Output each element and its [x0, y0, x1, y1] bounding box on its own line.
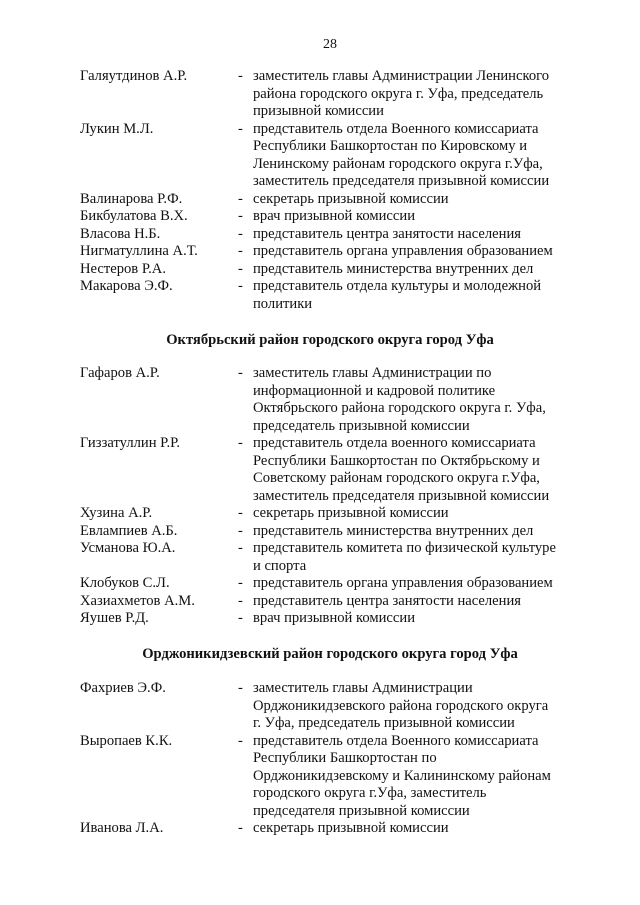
dash-separator: -	[238, 610, 243, 626]
list-item	[80, 593, 580, 611]
member-name: Хузина А.Р.	[80, 505, 153, 521]
member-name: Клобуков С.Л.	[80, 575, 170, 591]
dash-separator: -	[238, 732, 243, 749]
member-name: Выропаев К.К.	[80, 732, 173, 749]
section-title-oktyabrsky: Октябрьский район городского округа город Уфа	[166, 332, 494, 348]
member-role: представитель центра занятости населения	[253, 225, 521, 242]
dash-separator: -	[238, 278, 243, 294]
member-role: врач призывной комиссии	[253, 610, 415, 626]
list-item	[80, 243, 580, 261]
dash-separator: -	[238, 260, 243, 277]
member-role: представитель органа управления образованием	[253, 243, 553, 259]
member-name: Валинарова Р.Ф.	[80, 190, 183, 207]
dash-separator: -	[238, 190, 243, 207]
dash-separator: -	[238, 225, 243, 242]
member-role: представитель министерства внутренних дел	[253, 260, 534, 277]
section-title-ordzhonikidzevsky: Орджоникидзевский район городского округа город Уфа	[142, 646, 518, 662]
member-role: заместитель главы Администрации Орджоникидзевского района городского округа г. Уфа, председатель призывной комиссии	[253, 680, 549, 731]
member-name: Фахриев Э.Ф.	[80, 680, 166, 696]
member-name: Усманова Ю.А.	[80, 540, 176, 556]
member-role: секретарь призывной комиссии	[253, 505, 449, 521]
list-item	[80, 68, 580, 121]
member-name: Лукин М.Л.	[80, 120, 154, 137]
member-role: врач призывной комиссии	[253, 208, 415, 224]
dash-separator: -	[238, 820, 243, 836]
member-list-leninsky	[80, 68, 580, 313]
member-name: Хазиахметов А.М.	[80, 592, 195, 609]
member-role: представитель органа управления образованием	[253, 575, 553, 591]
member-name: Бикбулатова В.Х.	[80, 208, 188, 224]
list-item	[80, 523, 580, 541]
page-number: 28	[323, 37, 337, 52]
member-role: представитель комитета по физической культуре и спорта	[253, 540, 556, 574]
list-item	[80, 208, 580, 226]
dash-separator: -	[238, 208, 243, 224]
member-role: секретарь призывной комиссии	[253, 190, 449, 207]
dash-separator: -	[238, 575, 243, 591]
list-item	[80, 540, 580, 575]
member-list-ordzhonikidzevsky	[80, 680, 580, 838]
member-role: заместитель главы Администрации по информационной и кадровой политике Октябрьского района городского округа г. Уфа, председатель призывной комиссии	[253, 365, 546, 434]
list-item	[80, 820, 580, 838]
dash-separator: -	[238, 522, 243, 539]
member-role: заместитель главы Администрации Ленинского района городского округа г. Уфа, председатель призывной комиссии	[253, 68, 550, 119]
list-item	[80, 505, 580, 523]
member-list-oktyabrsky	[80, 365, 580, 628]
member-name: Гиззатуллин Р.Р.	[80, 435, 181, 451]
dash-separator: -	[238, 592, 243, 609]
member-name: Иванова Л.А.	[80, 820, 164, 836]
member-role: представитель министерства внутренних дел	[253, 522, 534, 539]
list-item	[80, 680, 580, 733]
member-name: Яушев Р.Д.	[80, 610, 149, 626]
member-name: Власова Н.Б.	[80, 225, 161, 242]
list-item	[80, 278, 580, 313]
member-role: представитель отдела военного комиссариата Республики Башкортостан по Октябрьскому и Советскому районам городского округа г.Уфа, заместитель председателя призывной комиссии	[253, 435, 550, 504]
member-name: Нестеров Р.А.	[80, 260, 166, 277]
list-item	[80, 435, 580, 505]
member-name: Гафаров А.Р.	[80, 365, 160, 381]
list-item	[80, 226, 580, 244]
list-item	[80, 261, 580, 279]
dash-separator: -	[238, 680, 243, 696]
member-role: представитель отдела Военного комиссариата Республики Башкортостан по Орджоникидзевскому и Калининскому районам городского округа г.Уфа, заместитель председателя призывной комиссии	[253, 732, 551, 819]
member-name: Евлампиев А.Б.	[80, 522, 178, 539]
list-item	[80, 365, 580, 435]
list-item	[80, 191, 580, 209]
dash-separator: -	[238, 435, 243, 451]
list-item	[80, 121, 580, 191]
member-name: Галяутдинов А.Р.	[80, 68, 188, 84]
member-role: секретарь призывной комиссии	[253, 820, 449, 836]
dash-separator: -	[238, 68, 243, 84]
member-role: представитель отдела культуры и молодежной политики	[253, 278, 542, 312]
member-role: представитель центра занятости населения	[253, 592, 521, 609]
dash-separator: -	[238, 120, 243, 137]
dash-separator: -	[238, 243, 243, 259]
member-name: Нигматуллина А.Т.	[80, 243, 198, 259]
dash-separator: -	[238, 540, 243, 556]
list-item	[80, 610, 580, 628]
list-item	[80, 733, 580, 821]
dash-separator: -	[238, 505, 243, 521]
member-name: Макарова Э.Ф.	[80, 278, 173, 294]
list-item	[80, 575, 580, 593]
dash-separator: -	[238, 365, 243, 381]
member-role: представитель отдела Военного комиссариата Республики Башкортостан по Кировскому и Ленинскому районам городского округа г.Уфа, заместитель председателя призывной комиссии	[253, 120, 550, 189]
